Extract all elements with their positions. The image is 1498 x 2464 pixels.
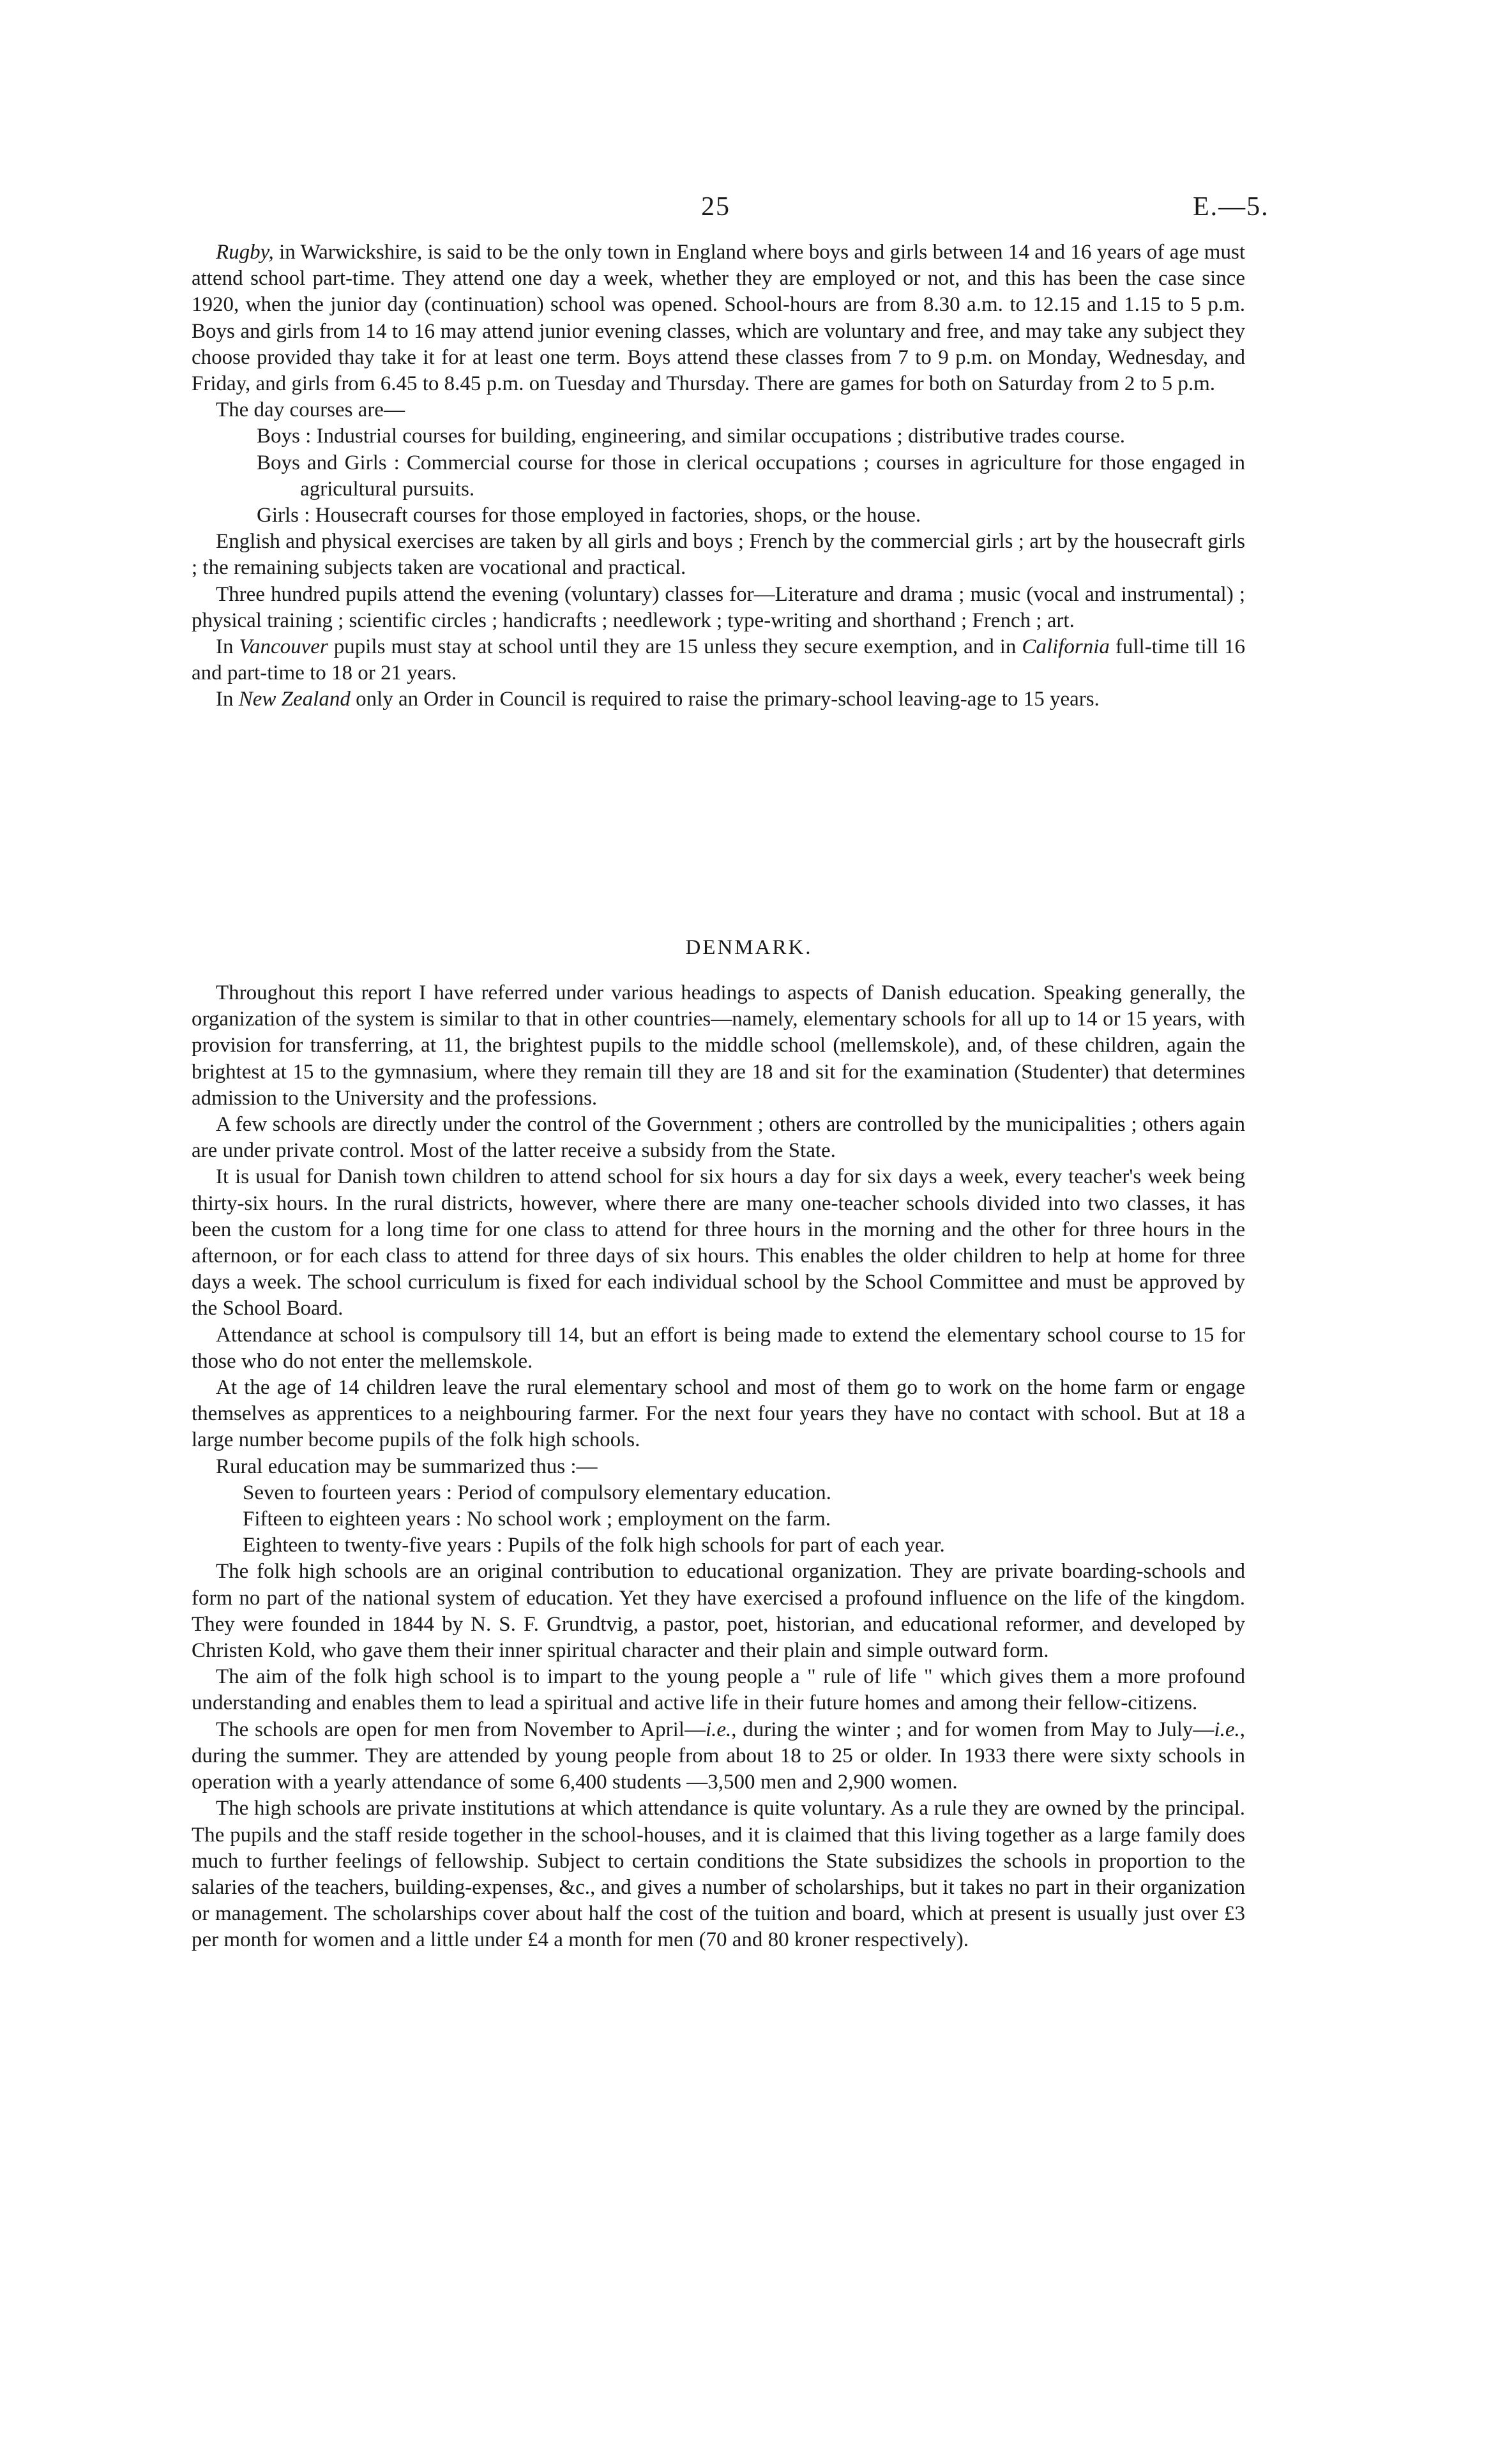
paragraph-age-fourteen: At the age of 14 children leave the rural elementary school and most of them go to work on the home farm or engage themselves as apprentices to a neighbouring farmer. For the next four years they have no contact with school. But at 18 a large number become pupils of the folk high schools. bbox=[192, 1376, 1245, 1452]
course-item-girls: Girls : Housecraft courses for those employed in factories, shops, or the house. bbox=[257, 504, 921, 527]
paragraph-few-schools: A few schools are directly under the control of the Government ; others are controlled by the municipalities ; others again are under private control. Most of the latter receive a subsidy from the State. bbox=[192, 1113, 1245, 1163]
place-rugby: Rugby, bbox=[216, 241, 274, 264]
rural-summary-item: Eighteen to twenty-five years : Pupils of the folk high schools for part of each year. bbox=[243, 1534, 945, 1557]
course-item-boys-and-girls: Boys and Girls : Commercial course for those in clerical occupations ; courses in agriculture for those engaged in agricultural pursuits. bbox=[257, 451, 1245, 501]
course-item-boys: Boys : Industrial courses for building, engineering, and similar occupations ; distributive trades course. bbox=[257, 425, 1126, 448]
document-reference: E.—5. bbox=[1193, 192, 1269, 222]
paragraph-attendance: Attendance at school is compulsory till 14, but an effort is being made to extend the elementary school course to 15 for those who do not enter the mellemskole. bbox=[192, 1323, 1245, 1373]
place-vancouver: Vancouver bbox=[239, 635, 328, 659]
paragraph-aim: The aim of the folk high school is to impart to the young people a " rule of life " which gives them a more profound understanding and enables them to lead a spiritual and active life in their future homes and among their fellow-citizens. bbox=[192, 1665, 1245, 1715]
paragraph-evening-classes: Three hundred pupils attend the evening (voluntary) classes for—Literature and drama ; music (vocal and instrumental) ; physical training ; scientific circles ; handicrafts ; needlework ; type-writing and shorthand ; French ; art. bbox=[192, 582, 1245, 632]
paragraph-day-courses-intro: The day courses are— bbox=[216, 398, 405, 422]
section-heading-denmark: DENMARK. bbox=[685, 936, 813, 959]
place-new-zealand: New Zealand bbox=[238, 688, 351, 711]
paragraph-new-zealand: In New Zealand only an Order in Council is required to raise the primary-school leaving-age to 15 years. bbox=[216, 688, 1100, 711]
paragraph-rural-summary-intro: Rural education may be summarized thus :— bbox=[216, 1455, 598, 1478]
place-california: California bbox=[1022, 635, 1110, 659]
rural-summary-item: Seven to fourteen years : Period of compulsory elementary education. bbox=[243, 1481, 831, 1504]
section-other-countries bbox=[192, 239, 1245, 713]
paragraph-private-institutions: The high schools are private institutions at which attendance is quite voluntary. As a rule they are owned by the principal. The pupils and the staff reside together in the school-houses, and it is claimed that this living together as a large family does much to further feelings of fellowship. Subject to certain conditions the State subsidizes the schools in proportion to the salaries of the teachers, building-expenses, &c., and gives a number of scholarships, but it takes no part in their organization or management. The scholarships cover about half the cost of the tuition and board, which at present is usually just over £3 per month for women and a little under £4 a month for men (70 and 80 kroner respectively). bbox=[192, 1797, 1245, 1952]
section-denmark bbox=[192, 980, 1245, 1954]
paragraph-school-hours: It is usual for Danish town children to attend school for six hours a day for six days a week, every teacher's week being thirty-six hours. In the rural districts, however, where there are many one-teacher schools divided into two classes, it has been the custom for a long time for one class to attend for three hours in the morning and the other for three hours in the afternoon, or for each class to attend for three days of six hours. This enables the older children to help at home for three days a week. The school curriculum is fixed for each individual school by the School Committee and must be approved by the School Board. bbox=[192, 1165, 1245, 1320]
paragraph-vancouver-california: In Vancouver pupils must stay at school until they are 15 unless they secure exemption, and in California full-time till 16 and part-time to 18 or 21 years. bbox=[192, 635, 1245, 685]
page-number: 25 bbox=[701, 192, 730, 222]
paragraph-rugby: Rugby, in Warwickshire, is said to be the only town in England where boys and girls between 14 and 16 years of age must attend school part-time. They attend one day a week, whether they are employed or not, and this has been the case since 1920, when the junior day (continuation) school was opened. School-hours are from 8.30 a.m. to 12.15 and 1.15 to 5 p.m. Boys and girls from 14 to 16 may attend junior evening classes, which are voluntary and free, and may take any subject they choose provided thay take it for at least one term. Boys attend these classes from 7 to 9 p.m. on Monday, Wednesday, and Friday, and girls from 6.45 to 8.45 p.m. on Tuesday and Thursday. There are games for both on Saturday from 2 to 5 p.m. bbox=[192, 241, 1245, 396]
rural-summary-item: Fifteen to eighteen years : No school work ; employment on the farm. bbox=[243, 1508, 831, 1531]
paragraph-english-physical: English and physical exercises are taken by all girls and boys ; French by the commercial girls ; art by the housecraft girls ; the remaining subjects taken are vocational and practical. bbox=[192, 530, 1245, 580]
paragraph-folk-high-schools: The folk high schools are an original contribution to educational organization. They are private boarding-schools and form no part of the national system of education. Yet they have exercised a profound influence on the life of the kingdom. They were founded in 1844 by N. S. F. Grundtvig, a pastor, poet, historian, and educational reformer, and developed by Christen Kold, who gave them their inner spiritual character and their plain and simple outward form. bbox=[192, 1560, 1245, 1663]
paragraph-throughout: Throughout this report I have referred under various headings to aspects of Danish education. Speaking generally, the organization of the system is similar to that in other countries—namely, elementary schools for all up to 14 or 15 years, with provision for transferring, at 11, the brightest pupils to the middle school (mellemskole), and, of these children, again the brightest at 15 to the gymnasium, where they remain till they are 18 and sit for the examination (Studenter) that determines admission to the University and the professions. bbox=[192, 981, 1245, 1110]
paragraph-open-periods: The schools are open for men from November to April—i.e., during the winter ; and for women from May to July—i.e., during the summer. They are attended by young people from about 18 to 25 or older. In 1933 there were sixty schools in operation with a yearly attendance of some 6,400 students —3,500 men and 2,900 women. bbox=[192, 1718, 1245, 1794]
